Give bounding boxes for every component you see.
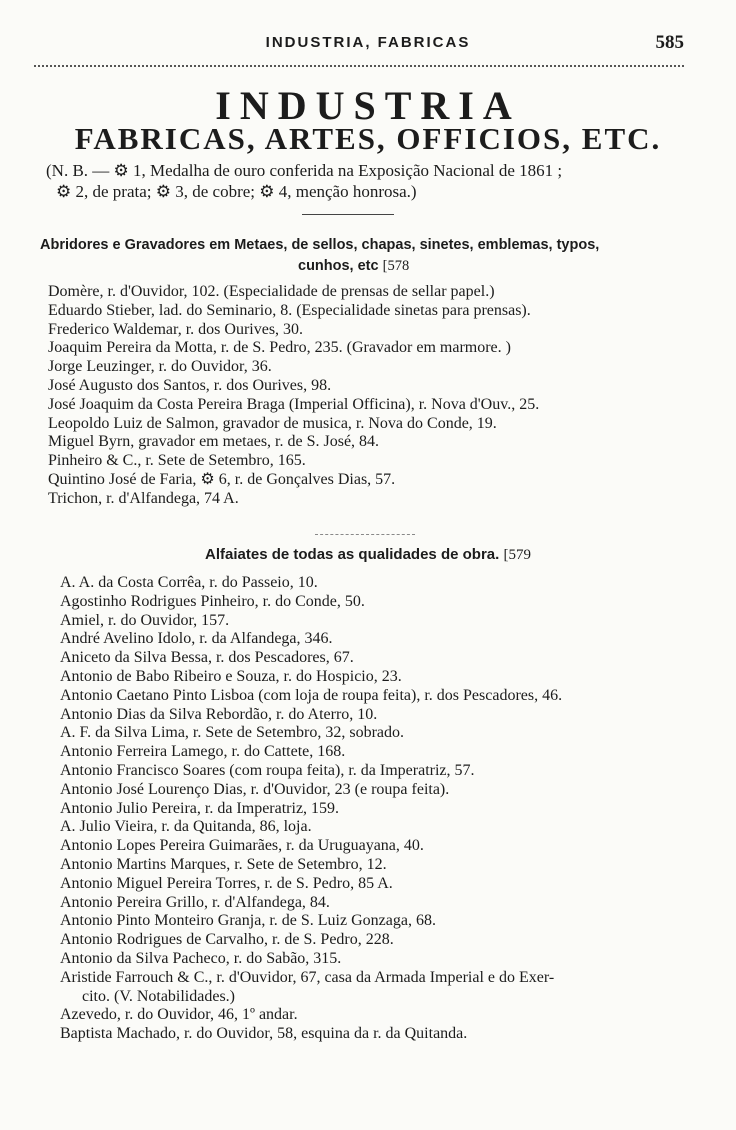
section-heading-line: Abridores e Gravadores em Metaes, de sellos, chapas, sinetes, emblemas, typos, <box>40 237 600 253</box>
list-item: Antonio Julio Pereira, r. da Imperatriz, 159. <box>60 799 340 817</box>
section-separator <box>315 534 415 535</box>
list-item: Baptista Machado, r. do Ouvidor, 58, esquina da r. da Quitanda. <box>60 1025 468 1043</box>
list-item: Antonio Francisco Soares (com roupa feita), r. da Imperatriz, 57. <box>60 761 475 779</box>
list-item: Antonio José Lourenço Dias, r. d'Ouvidor, 23 (e roupa feita). <box>60 780 450 798</box>
list-item: Antonio Dias da Silva Rebordão, r. do Aterro, 10. <box>60 705 378 723</box>
list-item: A. F. da Silva Lima, r. Sete de Setembro, 32, sobrado. <box>60 724 404 742</box>
section-heading-engravers <box>40 235 700 277</box>
page-subtitle: FABRICAS, ARTES, OFFICIOS, ETC. <box>74 121 662 156</box>
list-item: Antonio Lopes Pereira Guimarães, r. da Uruguayana, 40. <box>60 837 424 855</box>
section-heading-line <box>40 256 700 277</box>
section-number: [578 <box>382 258 410 274</box>
medal-note <box>46 160 696 202</box>
section-number: [579 <box>503 547 531 563</box>
engravers-list <box>48 283 539 509</box>
list-item: A. A. da Costa Corrêa, r. do Passeio, 10. <box>60 574 318 591</box>
list-item: Amiel, r. do Ouvidor, 157. <box>60 611 230 629</box>
list-item: Trichon, r. d'Alfandega, 74 A. <box>48 489 239 507</box>
page-title: INDUSTRIA <box>215 83 521 128</box>
list-item: Antonio Miguel Pereira Torres, r. de S. Pedro, 85 A. <box>60 874 393 892</box>
list-item: Miguel Byrn, gravador em metaes, r. de S. José, 84. <box>48 433 380 451</box>
list-item: Antonio de Babo Ribeiro e Souza, r. do Hospicio, 23. <box>60 667 402 685</box>
running-title: INDUSTRIA, FABRICAS <box>265 34 471 51</box>
medal-note-line: (N. B. — ⚙ 1, Medalha de ouro conferida na Exposição Nacional de 1861 ; <box>46 161 563 180</box>
list-item: Domère, r. d'Ouvidor, 102. (Especialidade de prensas de sellar papel.) <box>48 283 495 300</box>
list-item: Jorge Leuzinger, r. do Ouvidor, 36. <box>48 358 272 376</box>
list-item: Antonio da Silva Pacheco, r. do Sabão, 315. <box>60 949 342 967</box>
list-item: Antonio Pereira Grillo, r. d'Alfandega, 84. <box>60 893 330 911</box>
list-item: Antonio Rodrigues de Carvalho, r. de S. Pedro, 228. <box>60 931 394 949</box>
list-item: Frederico Waldemar, r. dos Ourives, 30. <box>48 320 304 338</box>
list-item: José Joaquim da Costa Pereira Braga (Imperial Officina), r. Nova d'Ouv., 25. <box>48 395 540 413</box>
list-item: Aniceto da Silva Bessa, r. dos Pescadores, 67. <box>60 649 354 667</box>
section-heading-text: cunhos, etc <box>298 258 379 274</box>
list-item: Leopoldo Luiz de Salmon, gravador de musica, r. Nova do Conde, 19. <box>48 414 497 432</box>
list-item: José Augusto dos Santos, r. dos Ourives, 98. <box>48 376 332 394</box>
list-item: Azevedo, r. do Ouvidor, 46, 1º andar. <box>60 1006 298 1024</box>
list-item: Aristide Farrouch & C., r. d'Ouvidor, 67, casa da Armada Imperial e do Exer- <box>60 968 555 986</box>
list-item: A. Julio Vieira, r. da Quitanda, 86, loja. <box>60 818 312 836</box>
list-item: Antonio Martins Marques, r. Sete de Setembro, 12. <box>60 855 387 873</box>
section-heading-tailors <box>0 544 736 566</box>
page-number: 585 <box>655 32 684 53</box>
header-rule <box>34 65 684 67</box>
list-item: Antonio Ferreira Lamego, r. do Cattete, 168. <box>60 743 346 761</box>
list-item: Agostinho Rodrigues Pinheiro, r. do Conde, 50. <box>60 592 365 610</box>
section-heading-text: Alfaiates de todas as qualidades de obra. <box>205 546 500 563</box>
list-item-continuation: cito. (V. Notabilidades.) <box>82 987 236 1005</box>
running-header <box>0 30 736 56</box>
list-item: Joaquim Pereira da Motta, r. de S. Pedro, 235. (Gravador em marmore. ) <box>48 339 511 357</box>
ornamental-rule <box>302 214 394 215</box>
list-item: Quintino José de Faria, ⚙ 6, r. de Gonçalves Dias, 57. <box>48 470 396 488</box>
list-item: André Avelino Idolo, r. da Alfandega, 346. <box>60 630 333 648</box>
list-item: Eduardo Stieber, lad. do Seminario, 8. (Especialidade sinetas para prensas). <box>48 301 531 319</box>
tailors-list <box>60 574 562 1044</box>
list-item: Antonio Caetano Pinto Lisboa (com loja de roupa feita), r. dos Pescadores, 46. <box>60 686 563 704</box>
list-item: Antonio Pinto Monteiro Granja, r. de S. Luiz Gonzaga, 68. <box>60 912 436 930</box>
list-item: Pinheiro & C., r. Sete de Setembro, 165. <box>48 452 306 470</box>
medal-note-line: ⚙ 2, de prata; ⚙ 3, de cobre; ⚙ 4, menção honrosa.) <box>56 182 417 201</box>
